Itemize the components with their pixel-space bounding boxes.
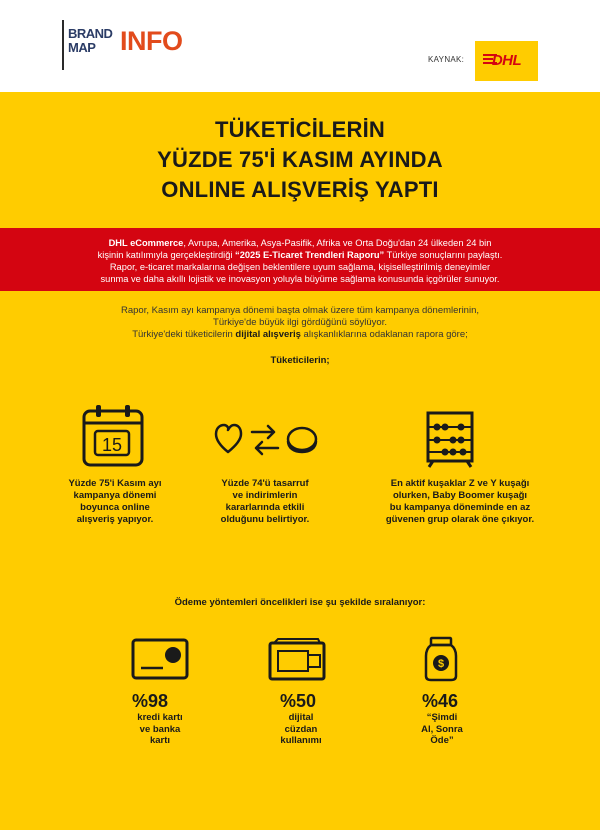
headline-line: ONLINE ALIŞVERİŞ YAPTI bbox=[161, 177, 439, 202]
summary-line: Rapor, e-ticaret markalarına değişen beklentilere uyum sağlama, kişiselleştirilmiş deneyimler bbox=[109, 262, 491, 272]
payment-line: Öde” bbox=[430, 735, 454, 746]
abacus-icon bbox=[425, 410, 475, 468]
logo-map-text: MAP bbox=[68, 40, 96, 55]
stat-line: boyunca online bbox=[80, 502, 150, 513]
summary-line: sunma ve daha akıllı lojistik ve inovasyon yoluyla büyüme sağlama konusunda içgörüler sunuyor. bbox=[100, 274, 500, 284]
stat-line: ve indirimlerin bbox=[232, 490, 298, 501]
payment-3-percent: %46 bbox=[422, 691, 459, 711]
stat-line: olurken, Baby Boomer kuşağı bbox=[392, 490, 528, 501]
headline-line: TÜKETİCİLERİN bbox=[214, 117, 386, 142]
payment-1-percent: %98 bbox=[132, 691, 169, 711]
stat-1-text bbox=[40, 478, 190, 526]
stat-2-text bbox=[190, 478, 340, 526]
stat-line: kararlarında etkili bbox=[225, 502, 305, 513]
payment-line: kredi kartı bbox=[137, 712, 183, 723]
summary-line bbox=[0, 237, 600, 249]
calendar-icon bbox=[80, 403, 146, 469]
source-label: KAYNAK: bbox=[428, 55, 465, 64]
payment-line: cüzdan bbox=[284, 723, 318, 735]
payment-line: “Şimdi bbox=[426, 712, 458, 723]
headline bbox=[0, 115, 600, 205]
summary-text: Türkiye sonuçlarını paylaştı. bbox=[384, 250, 503, 260]
dhl-logo bbox=[475, 41, 538, 81]
dhl-logo-text: DHL bbox=[491, 52, 522, 69]
brandmap-info-logo bbox=[62, 20, 232, 70]
stat-line: bu kampanya döneminde en az bbox=[389, 502, 531, 513]
intro-text-part: Türkiye'deki tüketicilerin bbox=[132, 329, 236, 340]
stat-3-text bbox=[360, 478, 560, 526]
logo-bar bbox=[62, 20, 64, 70]
payment-1-label bbox=[125, 712, 195, 747]
stat-line: En aktif kuşaklar Z ve Y kuşağı bbox=[390, 478, 530, 489]
payment-methods-heading: Ödeme yöntemleri öncelikleri ise şu şekilde sıralanıyor: bbox=[174, 597, 426, 608]
summary-band bbox=[0, 228, 600, 291]
summary-brand: DHL eCommerce bbox=[108, 238, 184, 248]
money-jar-icon bbox=[424, 636, 458, 682]
headline-line: YÜZDE 75'İ KASIM AYINDA bbox=[157, 147, 443, 172]
summary-text: kişinin katılımıyla gerçekleştirdiği bbox=[97, 250, 236, 260]
payment-3-label bbox=[407, 712, 477, 747]
payment-line: dijital bbox=[288, 712, 314, 723]
stat-line: Yüzde 74'ü tasarruf bbox=[221, 478, 309, 489]
heart-exchange-coin-icon bbox=[214, 420, 324, 462]
wallet-icon bbox=[268, 637, 326, 681]
intro-text bbox=[0, 305, 600, 341]
payment-line: kullanımı bbox=[280, 735, 322, 746]
logo-info-text: INFO bbox=[120, 26, 183, 56]
intro-line: Türkiye'de büyük ilgi gördüğünü söylüyor. bbox=[213, 317, 387, 328]
header bbox=[0, 0, 600, 92]
payment-line: kartı bbox=[149, 735, 171, 746]
credit-card-icon bbox=[131, 638, 189, 680]
intro-line bbox=[0, 329, 600, 341]
payment-2-label bbox=[266, 712, 336, 747]
stat-line: Yüzde 75'i Kasım ayı bbox=[68, 478, 162, 489]
intro-emphasis: dijital alışveriş bbox=[235, 329, 301, 340]
stat-line: olduğunu belirtiyor. bbox=[220, 514, 310, 525]
intro-text-part: alışkanlıklarına odaklanan rapora göre; bbox=[300, 329, 468, 340]
payment-line: ve banka bbox=[139, 723, 181, 735]
payment-2-percent: %50 bbox=[280, 691, 317, 711]
calendar-day-number: 15 bbox=[101, 435, 123, 455]
stat-line: güvenen grup olarak öne çıkıyor. bbox=[385, 514, 535, 525]
consumers-heading: Tüketicilerin; bbox=[270, 355, 330, 366]
summary-report-name: “2025 E-Ticaret Trendleri Raporu” bbox=[235, 250, 385, 260]
stat-line: alışveriş yapıyor. bbox=[76, 514, 154, 525]
logo-brand-text: BRAND bbox=[68, 26, 113, 41]
stat-line: kampanya dönemi bbox=[73, 490, 157, 501]
svg-text:$: $ bbox=[437, 658, 445, 670]
summary-text: , Avrupa, Amerika, Asya-Pasifik, Afrika ve Orta Doğu'dan 24 ülkeden 24 bin bbox=[183, 238, 492, 248]
intro-line: Rapor, Kasım ayı kampanya dönemi başta olmak üzere tüm kampanya dönemlerinin, bbox=[120, 305, 479, 316]
summary-line bbox=[0, 249, 600, 261]
payment-line: Al, Sonra bbox=[421, 723, 463, 735]
